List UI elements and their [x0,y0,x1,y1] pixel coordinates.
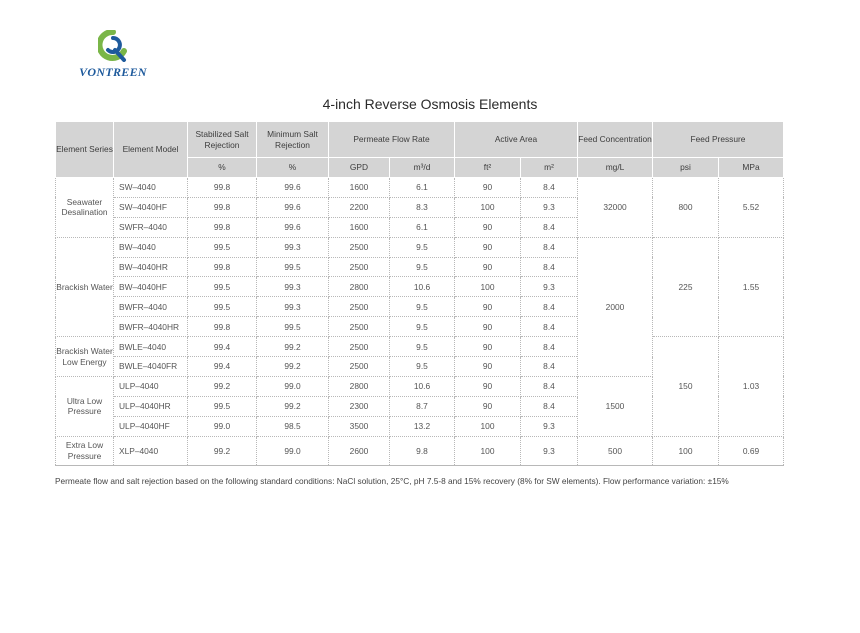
mpa-cell: 0.69 [719,436,784,465]
m2-cell: 8.4 [521,217,578,237]
stab-cell: 99.5 [188,396,257,416]
model-cell: XLP–4040 [114,436,188,465]
unit-mgl: mg/L [578,158,653,178]
header-feed-concentration: Feed Concentration [578,122,653,158]
m3d-cell: 10.6 [390,376,455,396]
min-cell: 99.0 [257,436,329,465]
m3d-cell: 9.5 [390,297,455,317]
m3d-cell: 13.2 [390,416,455,436]
table-row [56,436,784,465]
m3d-cell: 6.1 [390,217,455,237]
min-cell: 99.5 [257,257,329,277]
stab-cell: 99.0 [188,416,257,436]
gpd-cell: 3500 [329,416,390,436]
model-cell: BWLE–4040FR [114,357,188,377]
m3d-cell: 9.5 [390,257,455,277]
gpd-cell: 1600 [329,178,390,198]
min-cell: 99.6 [257,178,329,198]
ft2-cell: 90 [455,317,521,337]
ft2-cell: 100 [455,197,521,217]
header-minimum-salt-rejection: Minimum Salt Rejection [257,122,329,158]
unit-psi: psi [653,158,719,178]
unit-percent-minimum: % [257,158,329,178]
model-cell: BWFR–4040 [114,297,188,317]
stab-cell: 99.8 [188,317,257,337]
header-feed-pressure: Feed Pressure [653,122,784,158]
min-cell: 99.2 [257,337,329,357]
unit-m2: m² [521,158,578,178]
model-cell: BW–4040 [114,237,188,257]
min-cell: 99.3 [257,237,329,257]
model-cell: BWLE–4040 [114,337,188,357]
ft2-cell: 100 [455,436,521,465]
unit-percent-stabilized: % [188,158,257,178]
m2-cell: 9.3 [521,436,578,465]
header-element-model: Element Model [114,122,188,178]
stab-cell: 99.5 [188,237,257,257]
ft2-cell: 90 [455,257,521,277]
model-cell: SW–4040 [114,178,188,198]
min-cell: 99.2 [257,357,329,377]
header-element-series: Element Series [56,122,114,178]
feed-conc-cell: 32000 [578,178,653,238]
min-cell: 98.5 [257,416,329,436]
unit-gpd: GPD [329,158,390,178]
ft2-cell: 90 [455,396,521,416]
min-cell: 99.3 [257,297,329,317]
gpd-cell: 2800 [329,277,390,297]
series-brackish: Brackish Water [56,237,114,336]
min-cell: 99.0 [257,376,329,396]
gpd-cell: 2500 [329,357,390,377]
header-permeate-flow-rate: Permeate Flow Rate [329,122,455,158]
m2-cell: 8.4 [521,297,578,317]
gpd-cell: 2600 [329,436,390,465]
series-xlp: Extra Low Pressure [56,436,114,465]
gpd-cell: 2500 [329,297,390,317]
gpd-cell: 2500 [329,317,390,337]
gpd-cell: 2200 [329,197,390,217]
table-row [56,337,784,357]
model-cell: ULP–4040HR [114,396,188,416]
m3d-cell: 9.8 [390,436,455,465]
m2-cell: 8.4 [521,396,578,416]
m3d-cell: 9.5 [390,317,455,337]
ft2-cell: 90 [455,376,521,396]
m2-cell: 8.4 [521,178,578,198]
min-cell: 99.5 [257,317,329,337]
model-cell: BW–4040HR [114,257,188,277]
stab-cell: 99.4 [188,357,257,377]
m2-cell: 9.3 [521,277,578,297]
m2-cell: 8.4 [521,237,578,257]
stab-cell: 99.2 [188,376,257,396]
series-bwle: Brackish Water Low Energy [56,337,114,377]
m2-cell: 8.4 [521,357,578,377]
table-row [56,178,784,198]
gpd-cell: 2500 [329,337,390,357]
m3d-cell: 8.3 [390,197,455,217]
mpa-cell: 1.03 [719,337,784,436]
model-cell: BW–4040HF [114,277,188,297]
ft2-cell: 90 [455,337,521,357]
m3d-cell: 9.5 [390,337,455,357]
ft2-cell: 100 [455,277,521,297]
stab-cell: 99.8 [188,217,257,237]
ft2-cell: 90 [455,237,521,257]
stab-cell: 99.8 [188,257,257,277]
table-row [56,237,784,257]
psi-cell: 100 [653,436,719,465]
gpd-cell: 1600 [329,217,390,237]
psi-cell: 150 [653,337,719,436]
unit-mpa: MPa [719,158,784,178]
stab-cell: 99.4 [188,337,257,357]
model-cell: BWFR–4040HR [114,317,188,337]
m3d-cell: 9.5 [390,237,455,257]
ft2-cell: 90 [455,217,521,237]
spec-table [55,121,784,466]
stab-cell: 99.5 [188,297,257,317]
model-cell: SW–4040HF [114,197,188,217]
min-cell: 99.6 [257,217,329,237]
feed-conc-cell: 1500 [578,376,653,436]
model-cell: SWFR–4040 [114,217,188,237]
footnote: Permeate flow and salt rejection based on the following standard conditions: NaCl solution, 25°C, pH 7.5-8 and 15% recovery (8% for SW elements). Flow performance variation: ±15% [55,476,729,486]
unit-ft2: ft² [455,158,521,178]
model-cell: ULP–4040HF [114,416,188,436]
brand-logo [68,30,158,82]
brand-name: VONTREEN [79,65,147,79]
unit-m3d: m³/d [390,158,455,178]
min-cell: 99.6 [257,197,329,217]
gpd-cell: 2300 [329,396,390,416]
min-cell: 99.3 [257,277,329,297]
model-cell: ULP–4040 [114,376,188,396]
stab-cell: 99.2 [188,436,257,465]
gpd-cell: 2500 [329,237,390,257]
psi-cell: 225 [653,237,719,336]
min-cell: 99.2 [257,396,329,416]
page-title: 4-inch Reverse Osmosis Elements [322,96,538,112]
m2-cell: 9.3 [521,416,578,436]
m3d-cell: 8.7 [390,396,455,416]
gpd-cell: 2500 [329,257,390,277]
gpd-cell: 2800 [329,376,390,396]
m2-cell: 8.4 [521,317,578,337]
m3d-cell: 9.5 [390,357,455,377]
m2-cell: 8.4 [521,376,578,396]
feed-conc-cell: 500 [578,436,653,465]
ft2-cell: 90 [455,357,521,377]
ft2-cell: 90 [455,178,521,198]
m2-cell: 9.3 [521,197,578,217]
header-stabilized-salt-rejection: Stabilized Salt Rejection [188,122,257,158]
mpa-cell: 5.52 [719,178,784,238]
feed-conc-cell: 2000 [578,237,653,376]
m2-cell: 8.4 [521,337,578,357]
ft2-cell: 100 [455,416,521,436]
mpa-cell: 1.55 [719,237,784,336]
header-active-area: Active Area [455,122,578,158]
stab-cell: 99.8 [188,197,257,217]
series-ulp: Ultra Low Pressure [56,376,114,436]
m3d-cell: 6.1 [390,178,455,198]
stab-cell: 99.8 [188,178,257,198]
ft2-cell: 90 [455,297,521,317]
stab-cell: 99.5 [188,277,257,297]
m3d-cell: 10.6 [390,277,455,297]
vontreen-logo-icon [98,30,128,62]
psi-cell: 800 [653,178,719,238]
series-seawater: Seawater Desalination [56,178,114,238]
m2-cell: 8.4 [521,257,578,277]
